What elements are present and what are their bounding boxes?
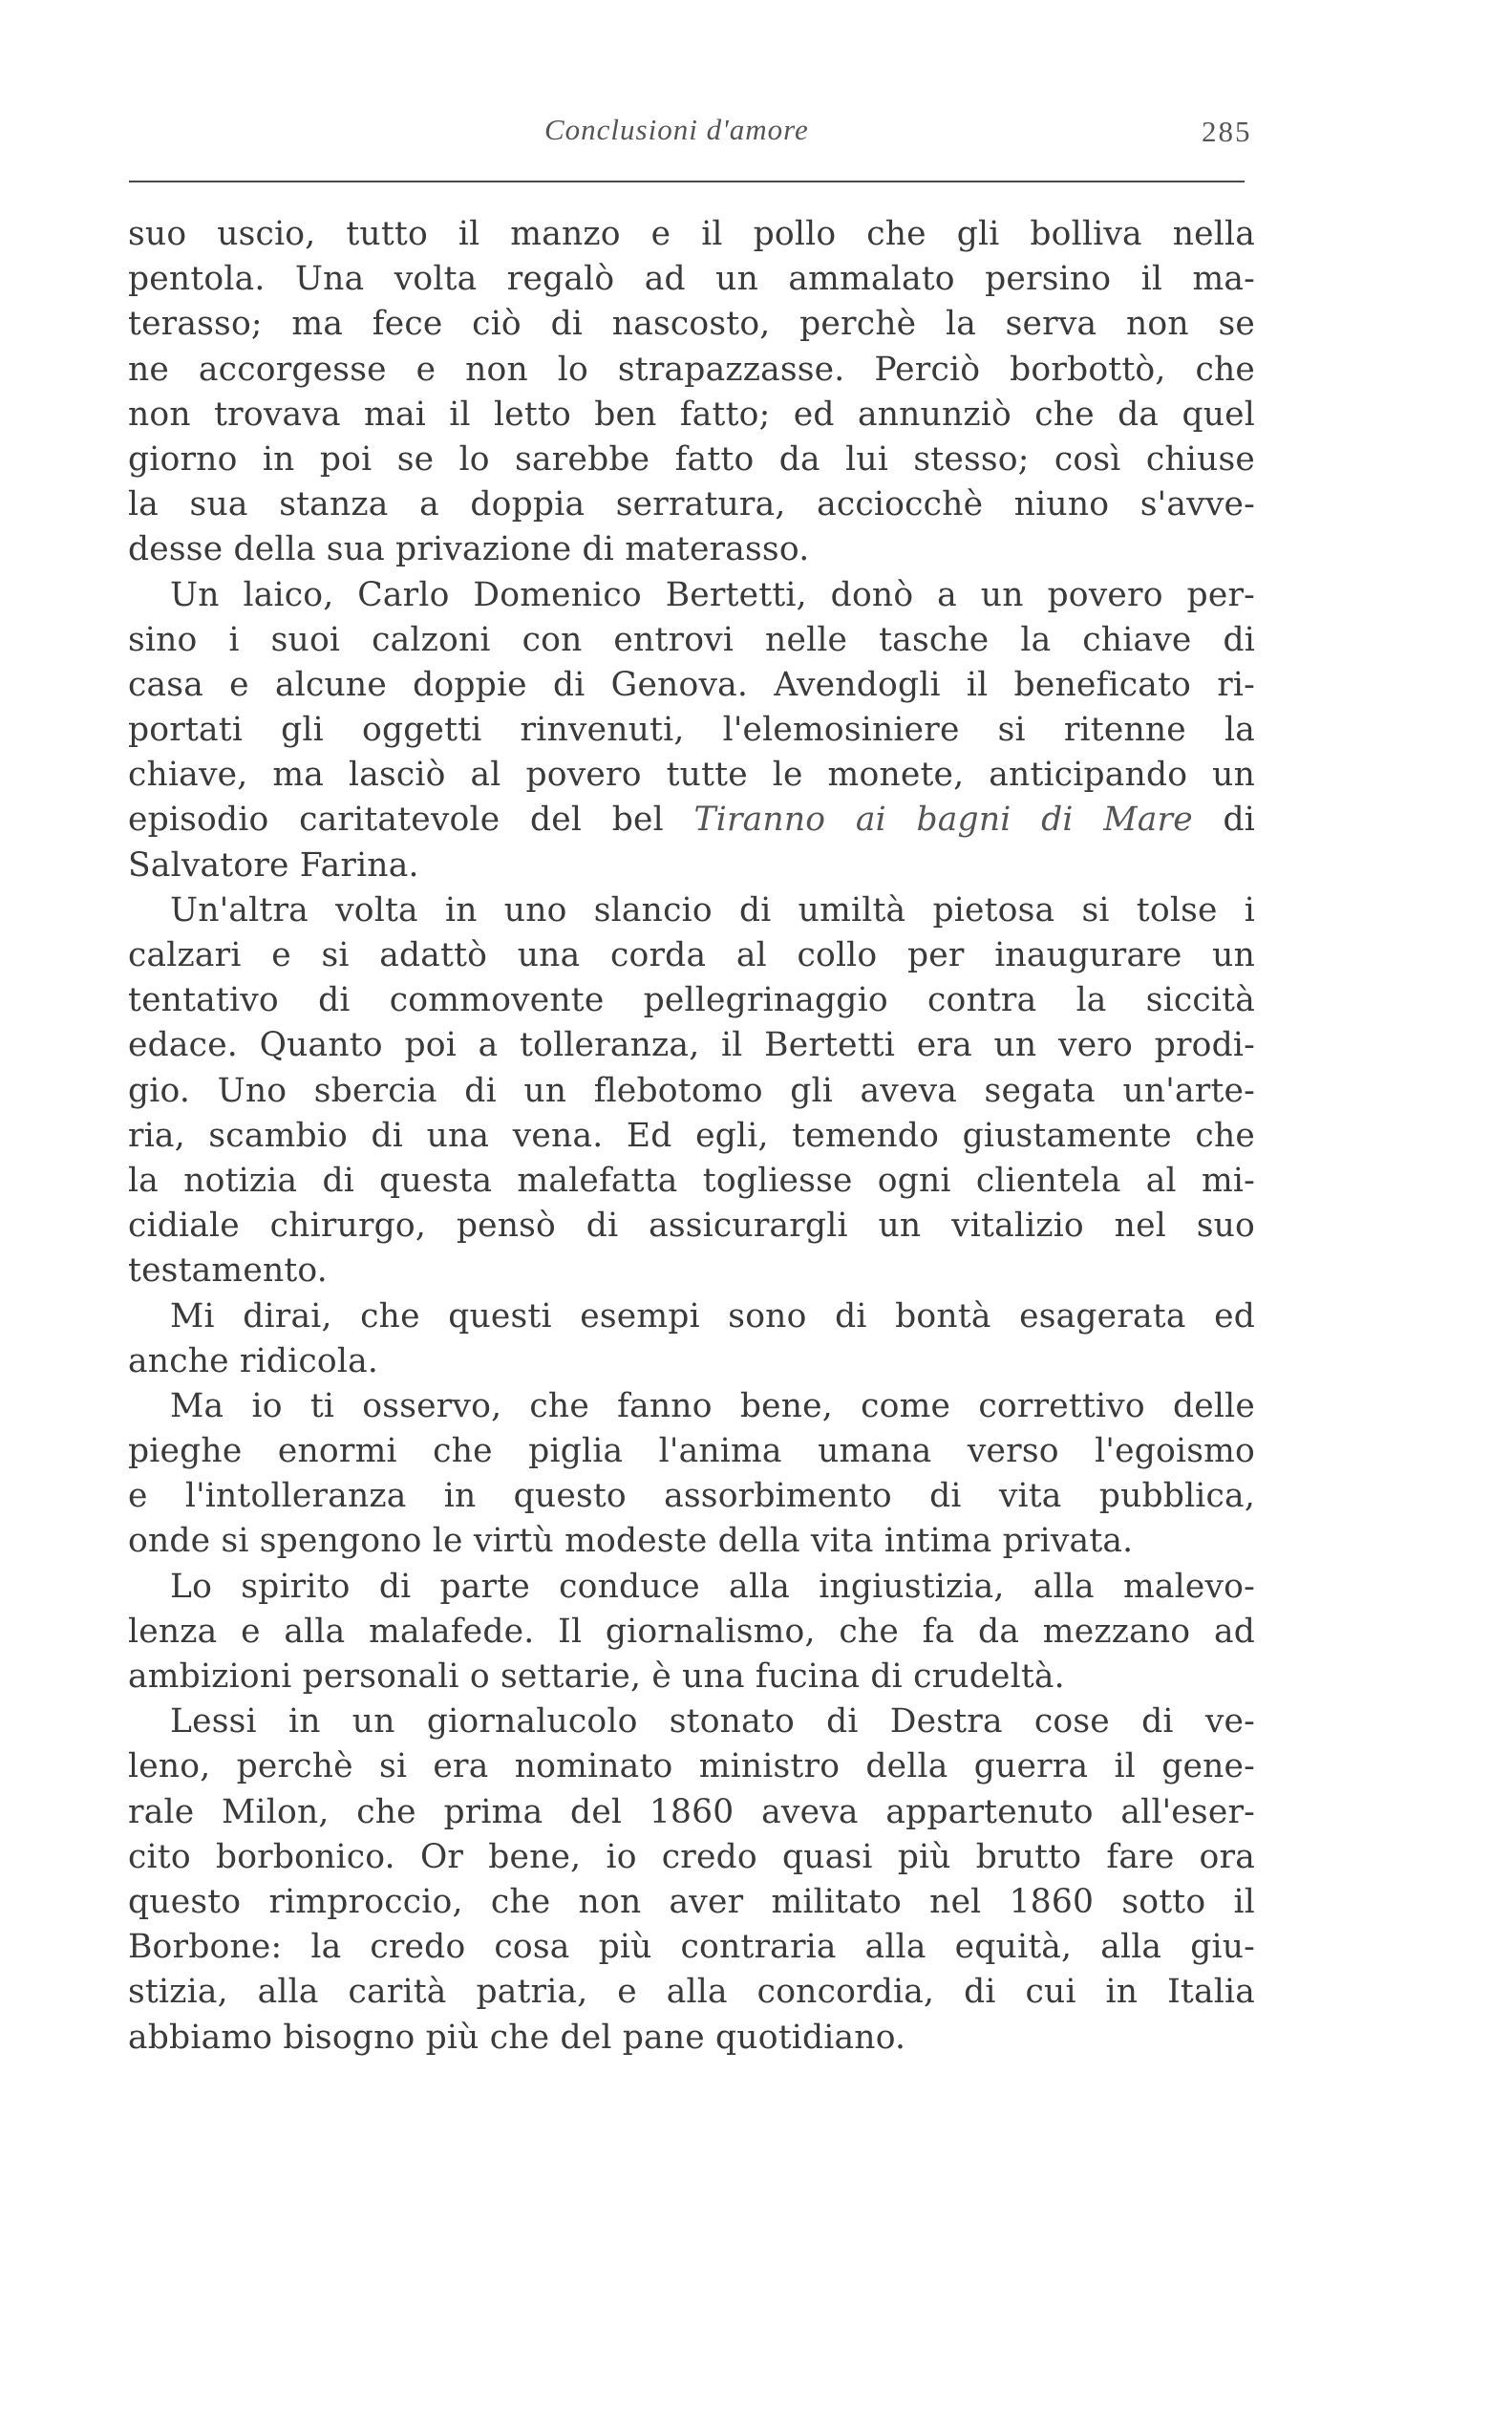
text-line xyxy=(128,482,1255,527)
line-text: cidiale chirurgo, pensò di assicurargli un vitalizio nel suo xyxy=(128,1207,1255,1246)
text-line xyxy=(128,1069,1255,1114)
text-line xyxy=(128,708,1255,753)
text-line xyxy=(128,527,1255,572)
text-line xyxy=(128,888,1255,933)
line-text: episodio caritatevole del bel xyxy=(128,801,664,840)
line-text: giorno in poi se lo sarebbe fatto da lui stesso; così chiuse xyxy=(128,439,1255,479)
line-text: la notizia di questa malefatta togliesse ogni clientela al mi- xyxy=(128,1161,1255,1200)
line-text: Salvatore Farina. xyxy=(128,845,419,885)
text-line xyxy=(128,1699,1255,1744)
text-line xyxy=(128,1474,1255,1519)
line-text: sino i suoi calzoni con entrovi nelle tasche la chiave di xyxy=(128,620,1255,659)
page-header xyxy=(0,113,1512,160)
text-line xyxy=(128,393,1255,438)
line-text: casa e alcune doppie di Genova. Avendogli il beneficato ri- xyxy=(128,665,1255,704)
line-text: ambizioni personali o settarie, è una fucina di crudeltà. xyxy=(128,1657,1065,1696)
text-line xyxy=(128,1655,1255,1699)
book-title: Tiranno ai bagni di Mare xyxy=(693,801,1193,840)
line-text: Mi dirai, che questi esempi sono di bontà esagerata ed xyxy=(170,1296,1255,1336)
text-line xyxy=(128,573,1255,618)
text-line xyxy=(128,1970,1255,2015)
line-text: Lo spirito di parte conduce alla ingiustizia, alla malevo- xyxy=(170,1567,1255,1606)
page-number: 285 xyxy=(1202,115,1252,148)
line-text: gio. Uno sbercia di un flebotomo gli aveva segata un'arte- xyxy=(128,1071,1255,1110)
line-text: chiave, ma lasciò al povero tutte le monete, anticipando un xyxy=(128,756,1255,795)
text-line xyxy=(128,1744,1255,1789)
line-text: pieghe enormi che piglia l'anima umana verso l'egoismo xyxy=(128,1432,1255,1471)
line-text: leno, perchè si era nominato ministro della guerra il gene- xyxy=(128,1747,1255,1786)
line-text: stizia, alla carità patria, e alla concordia, di cui in Italia xyxy=(128,1973,1255,2012)
line-text: Lessi in un giornalucolo stonato di Destra cose di ve- xyxy=(170,1702,1255,1742)
line-text: rale Milon, che prima del 1860 aveva appartenuto all'eser- xyxy=(128,1792,1255,1831)
text-line xyxy=(128,438,1255,482)
text-line xyxy=(128,348,1255,393)
line-text: e l'intolleranza in questo assorbimento di vita pubblica, xyxy=(128,1477,1255,1516)
line-text: lenza e alla malafede. Il giornalismo, che fa da mezzano ad xyxy=(128,1612,1255,1651)
text-line xyxy=(128,257,1255,302)
line-text: desse della sua privazione di materasso. xyxy=(128,530,810,569)
line-text: terasso; ma fece ciò di nascosto, perchè la serva non se xyxy=(128,305,1255,344)
text-line xyxy=(128,1610,1255,1655)
line-text: Un laico, Carlo Domenico Bertetti, donò a un povero per- xyxy=(170,575,1255,614)
text-line xyxy=(128,753,1255,798)
text-line xyxy=(128,798,1255,843)
text-line xyxy=(128,1384,1255,1429)
line-text: edace. Quanto poi a tolleranza, il Bertetti era un vero prodi- xyxy=(128,1026,1255,1065)
line-text: testamento. xyxy=(128,1251,328,1291)
text-line xyxy=(128,1114,1255,1159)
line-text: Borbone: la credo cosa più contraria alla equità, alla giu- xyxy=(128,1928,1255,1967)
text-line xyxy=(128,663,1255,708)
line-text: Un'altra volta in uno slancio di umiltà pietosa si tolse i xyxy=(170,890,1255,930)
line-text: non trovava mai il letto ben fatto; ed annunziò che da quel xyxy=(128,395,1255,434)
line-text: pentola. Una volta regalò ad un ammalato persino il ma- xyxy=(128,260,1255,299)
text-line xyxy=(128,1519,1255,1564)
text-line xyxy=(128,1249,1255,1293)
line-text: onde si spengono le virtù modeste della vita intima privata. xyxy=(128,1522,1134,1561)
line-text: suo uscio, tutto il manzo e il pollo che gli bolliva nella xyxy=(128,215,1255,253)
text-line xyxy=(128,933,1255,978)
text-line xyxy=(128,1023,1255,1068)
text-line xyxy=(128,1294,1255,1339)
line-text-after: di xyxy=(1223,801,1255,840)
line-text: portati gli oggetti rinvenuti, l'elemosiniere si ritenne la xyxy=(128,711,1255,750)
text-line xyxy=(128,2016,1255,2061)
text-line xyxy=(128,1925,1255,1970)
text-line xyxy=(128,1880,1255,1925)
text-line xyxy=(128,1429,1255,1474)
line-text: ria, scambio di una vena. Ed egli, temendo giustamente che xyxy=(128,1116,1255,1155)
text-line xyxy=(128,1565,1255,1610)
line-text: questo rimproccio, che non aver militato nel 1860 sotto il xyxy=(128,1882,1255,1921)
text-line xyxy=(128,1339,1255,1384)
header-rule xyxy=(129,181,1245,182)
line-text: abbiamo bisogno più che del pane quotidiano. xyxy=(128,2018,906,2057)
line-text: la sua stanza a doppia serratura, acciocchè niuno s'avve- xyxy=(128,485,1255,524)
text-line xyxy=(128,844,1255,888)
text-line xyxy=(128,1204,1255,1249)
line-text: cito borbonico. Or bene, io credo quasi più brutto fare ora xyxy=(128,1837,1255,1876)
body-text xyxy=(128,212,1255,2061)
text-line xyxy=(128,978,1255,1023)
text-line xyxy=(128,1790,1255,1835)
running-title: Conclusioni d'amore xyxy=(544,113,809,146)
text-line xyxy=(128,302,1255,347)
line-text: ne accorgesse e non lo strapazzasse. Perciò borbottò, che xyxy=(128,350,1255,389)
text-line xyxy=(128,212,1255,257)
text-line xyxy=(128,618,1255,663)
line-text: calzari e si adattò una corda al collo per inaugurare un xyxy=(128,936,1255,974)
line-text: anche ridicola. xyxy=(128,1341,379,1380)
line-text: tentativo di commovente pellegrinaggio contra la siccità xyxy=(128,981,1255,1020)
text-line xyxy=(128,1159,1255,1204)
text-line xyxy=(128,1835,1255,1880)
line-text: Ma io ti osservo, che fanno bene, come correttivo delle xyxy=(170,1386,1255,1425)
